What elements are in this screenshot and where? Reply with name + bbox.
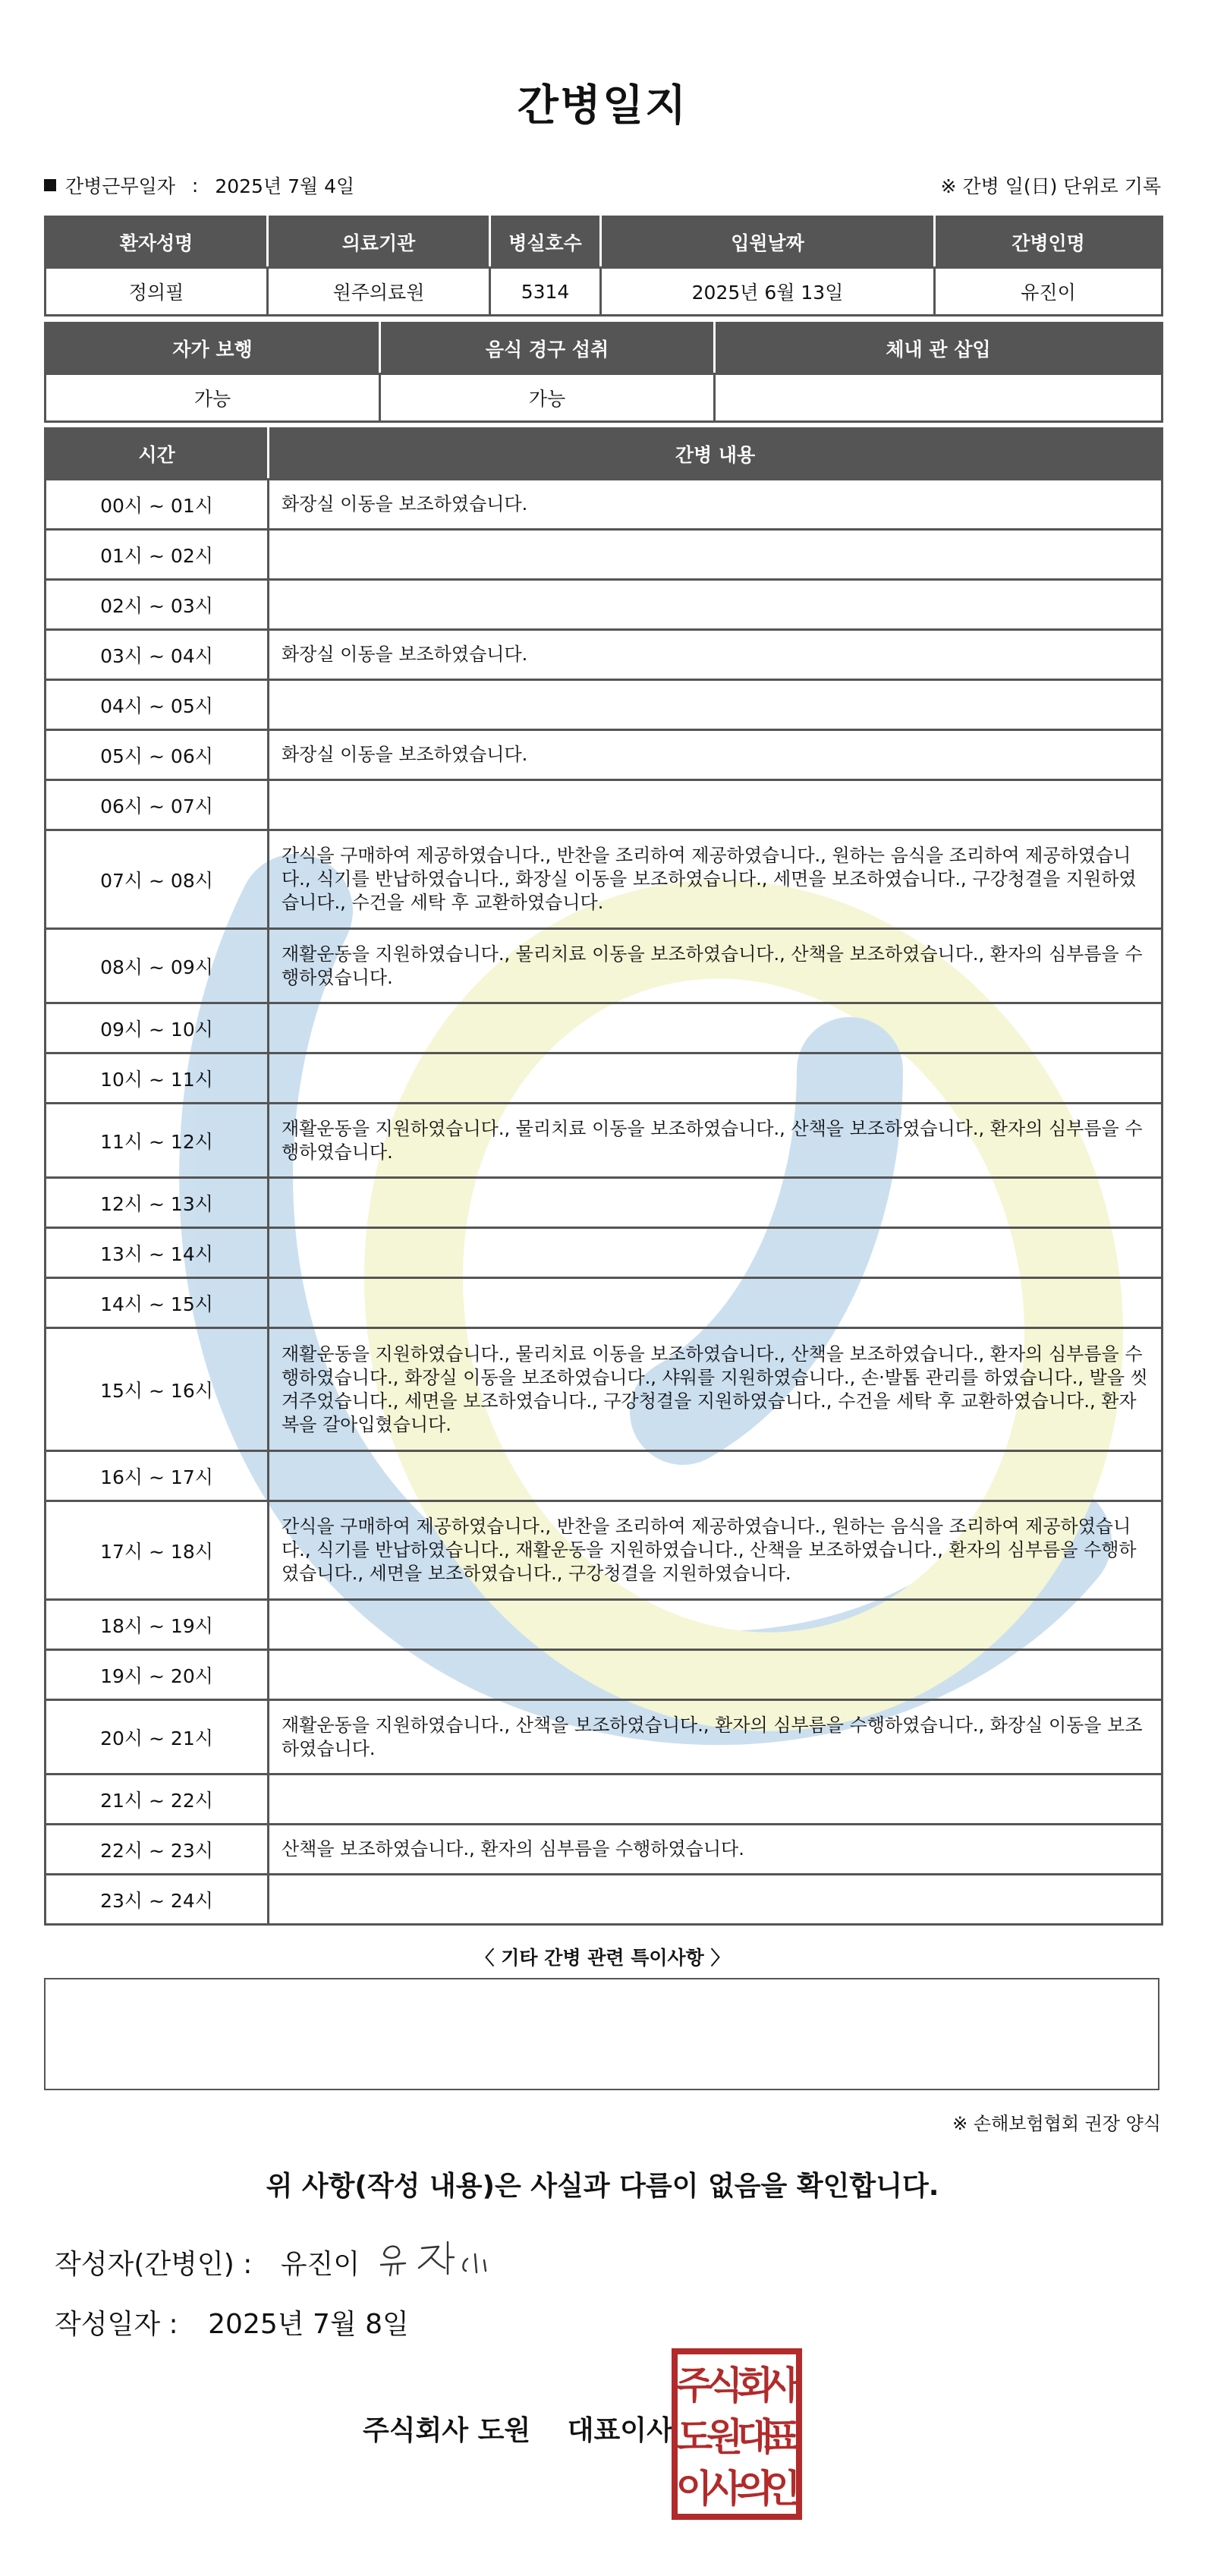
caregiver-name: 유진이 xyxy=(935,268,1163,316)
form-footnote: ※ 손해보험협회 권장 양식 xyxy=(952,2113,1161,2134)
log-row-03 xyxy=(46,630,1163,680)
log-row-22 xyxy=(46,1825,1163,1875)
meta-row xyxy=(44,172,1161,205)
document-title: 간병일지 xyxy=(517,81,688,131)
log-content xyxy=(269,1053,1163,1104)
log-row-18 xyxy=(46,1600,1163,1650)
log-content xyxy=(269,1228,1163,1278)
log-row-05 xyxy=(46,730,1163,780)
log-time: 09시 ~ 10시 xyxy=(46,1003,269,1053)
log-row-16 xyxy=(46,1451,1163,1501)
work-date xyxy=(44,172,354,199)
log-row-19 xyxy=(46,1650,1163,1700)
ability-header-row xyxy=(46,323,1163,374)
log-content: 화장실 이동을 보조하였습니다. xyxy=(269,480,1163,530)
log-content: 재활운동을 지원하였습니다., 물리치료 이동을 보조하였습니다., 산책을 보조하였습니다., 환자의 심부름을 수행하였습니다. xyxy=(269,1104,1163,1178)
log-row-02 xyxy=(46,580,1163,630)
header-oral-intake: 음식 경구 섭취 xyxy=(380,323,715,374)
svg-text:주: 주 xyxy=(675,2363,713,2408)
log-time: 14시 ~ 15시 xyxy=(46,1278,269,1328)
log-row-20 xyxy=(46,1700,1163,1775)
log-content xyxy=(269,1775,1163,1825)
header-self-walking: 자가 보행 xyxy=(46,323,380,374)
log-time: 12시 ~ 13시 xyxy=(46,1178,269,1228)
svg-text:사: 사 xyxy=(706,2467,744,2511)
log-row-12 xyxy=(46,1178,1163,1228)
log-content xyxy=(269,1451,1163,1501)
svg-text:회: 회 xyxy=(736,2363,774,2408)
log-content: 재활운동을 지원하였습니다., 물리치료 이동을 보조하였습니다., 산책을 보조하였습니다., 환자의 심부름을 수행하였습니다., 화장실 이동을 보조하였습니다., 샤워를 지원하였습니다., 손·발톱 관리를 하였습니다., 발을 씻겨주었습니다., 세면을 보조하였습니다., 구강청결을 지원하였습니다., 수건을 세탁 후 교환하였습니다., 환자복을 갈아입혔습니다. xyxy=(269,1328,1163,1451)
company-signature-line xyxy=(363,2409,673,2448)
work-date-separator: : xyxy=(191,174,199,197)
log-row-01 xyxy=(46,530,1163,580)
log-row-21 xyxy=(46,1775,1163,1825)
log-time: 22시 ~ 23시 xyxy=(46,1825,269,1875)
patient-ability-table xyxy=(44,322,1163,423)
log-content: 간식을 구매하여 제공하였습니다., 반찬을 조리하여 제공하였습니다., 원하는 음식을 조리하여 제공하였습니다., 식기를 반납하였습니다., 재활운동을 지원하였습니다., 산책을 보조하였습니다., 환자의 심부름을 수행하였습니다., 세면을 보조하였습니다., 구강청결을 지원하였습니다. xyxy=(269,1501,1163,1600)
log-time: 08시 ~ 09시 xyxy=(46,929,269,1003)
log-row-09 xyxy=(46,1003,1163,1053)
log-time: 19시 ~ 20시 xyxy=(46,1650,269,1700)
log-row-06 xyxy=(46,780,1163,830)
log-content xyxy=(269,1003,1163,1053)
writer-name: 유진이 xyxy=(280,2249,360,2280)
writer-label: 작성자(간병인) : xyxy=(55,2249,253,2280)
log-time: 11시 ~ 12시 xyxy=(46,1104,269,1178)
log-time: 03시 ~ 04시 xyxy=(46,630,269,680)
company-seal-stamp xyxy=(672,2348,802,2520)
hourly-care-log-table xyxy=(44,427,1163,1926)
log-content xyxy=(269,580,1163,630)
writer-line xyxy=(55,2243,360,2282)
company-ceo-title: 대표이사 xyxy=(567,2415,673,2446)
log-content xyxy=(269,530,1163,580)
svg-text:식: 식 xyxy=(706,2363,744,2408)
hospital-name: 원주의료원 xyxy=(268,268,490,316)
log-content xyxy=(269,1278,1163,1328)
log-time: 05시 ~ 06시 xyxy=(46,730,269,780)
log-time: 17시 ~ 18시 xyxy=(46,1501,269,1600)
header-admission-date: 입원날짜 xyxy=(601,217,935,268)
tube-insertion-value xyxy=(715,374,1163,422)
svg-text:표: 표 xyxy=(763,2415,801,2459)
log-row-04 xyxy=(46,680,1163,730)
log-content: 산책을 보조하였습니다., 환자의 심부름을 수행하였습니다. xyxy=(269,1825,1163,1875)
log-content: 간식을 구매하여 제공하였습니다., 반찬을 조리하여 제공하였습니다., 원하는 음식을 조리하여 제공하였습니다., 식기를 반납하였습니다., 화장실 이동을 보조하였습니다., 세면을 보조하였습니다., 구강청결을 지원하였습니다., 수건을 세탁 후 교환하였습니다. xyxy=(269,830,1163,929)
patient-info-value-row xyxy=(46,268,1163,316)
log-time: 23시 ~ 24시 xyxy=(46,1875,269,1925)
log-time: 01시 ~ 02시 xyxy=(46,530,269,580)
log-content xyxy=(269,1650,1163,1700)
log-time: 00시 ~ 01시 xyxy=(46,480,269,530)
work-date-value: 2025년 7월 4일 xyxy=(215,175,355,197)
written-date-line xyxy=(55,2303,409,2341)
self-walking-value: 가능 xyxy=(46,374,380,422)
daily-record-note: ※ 간병 일(日) 단위로 기록 xyxy=(940,175,1161,197)
handwritten-signature xyxy=(378,2231,507,2285)
ability-value-row xyxy=(46,374,1163,422)
log-row-07 xyxy=(46,830,1163,929)
log-row-00 xyxy=(46,480,1163,530)
patient-info-table xyxy=(44,216,1163,316)
log-time: 13시 ~ 14시 xyxy=(46,1228,269,1278)
header-patient-name: 환자성명 xyxy=(46,217,268,268)
log-time: 21시 ~ 22시 xyxy=(46,1775,269,1825)
log-content xyxy=(269,1875,1163,1925)
work-date-label: 간병근무일자 xyxy=(65,175,175,197)
written-date-value: 2025년 7월 8일 xyxy=(208,2309,409,2340)
header-room-number: 병실호수 xyxy=(490,217,601,268)
patient-name: 정의필 xyxy=(46,268,268,316)
svg-text:의: 의 xyxy=(736,2467,774,2511)
admission-date: 2025년 6월 13일 xyxy=(601,268,935,316)
log-content: 재활운동을 지원하였습니다., 물리치료 이동을 보조하였습니다., 산책을 보조하였습니다., 환자의 심부름을 수행하였습니다. xyxy=(269,929,1163,1003)
log-content xyxy=(269,680,1163,730)
log-content: 화장실 이동을 보조하였습니다. xyxy=(269,730,1163,780)
oral-intake-value: 가능 xyxy=(380,374,715,422)
remarks-title: 〈 기타 간병 관련 특이사항 〉 xyxy=(475,1947,730,1969)
svg-text:사: 사 xyxy=(763,2363,801,2408)
remarks-box xyxy=(44,1978,1159,2090)
log-time: 15시 ~ 16시 xyxy=(46,1328,269,1451)
log-time: 16시 ~ 17시 xyxy=(46,1451,269,1501)
log-time: 02시 ~ 03시 xyxy=(46,580,269,630)
square-bullet-icon xyxy=(44,179,56,191)
confirmation-statement: 위 사항(작성 내용)은 사실과 다름이 없음을 확인합니다. xyxy=(266,2171,939,2202)
svg-text:인: 인 xyxy=(763,2467,801,2511)
company-name: 주식회사 도원 xyxy=(363,2415,531,2446)
log-row-23 xyxy=(46,1875,1163,1925)
header-time: 시간 xyxy=(46,429,269,480)
log-time: 07시 ~ 08시 xyxy=(46,830,269,929)
log-row-17 xyxy=(46,1501,1163,1600)
svg-text:원: 원 xyxy=(706,2415,744,2459)
written-date-label: 작성일자 : xyxy=(55,2309,178,2340)
log-header-row xyxy=(46,429,1163,480)
log-time: 10시 ~ 11시 xyxy=(46,1053,269,1104)
log-content: 재활운동을 지원하였습니다., 산책을 보조하였습니다., 환자의 심부름을 수행하였습니다., 화장실 이동을 보조하였습니다. xyxy=(269,1700,1163,1775)
log-row-11 xyxy=(46,1104,1163,1178)
svg-text:도: 도 xyxy=(675,2415,713,2459)
header-hospital: 의료기관 xyxy=(268,217,490,268)
log-content xyxy=(269,1178,1163,1228)
patient-info-header-row xyxy=(46,217,1163,268)
log-time: 04시 ~ 05시 xyxy=(46,680,269,730)
log-row-13 xyxy=(46,1228,1163,1278)
header-caregiver-name: 간병인명 xyxy=(935,217,1163,268)
log-time: 18시 ~ 19시 xyxy=(46,1600,269,1650)
svg-text:이: 이 xyxy=(675,2467,713,2511)
svg-text:대: 대 xyxy=(736,2415,774,2459)
log-content xyxy=(269,780,1163,830)
log-time: 06시 ~ 07시 xyxy=(46,780,269,830)
log-row-08 xyxy=(46,929,1163,1003)
log-row-14 xyxy=(46,1278,1163,1328)
log-content: 화장실 이동을 보조하였습니다. xyxy=(269,630,1163,680)
header-care-content: 간병 내용 xyxy=(269,429,1163,480)
log-time: 20시 ~ 21시 xyxy=(46,1700,269,1775)
header-tube-insertion: 체내 관 삽입 xyxy=(715,323,1163,374)
log-row-10 xyxy=(46,1053,1163,1104)
log-content xyxy=(269,1600,1163,1650)
log-row-15 xyxy=(46,1328,1163,1451)
room-number: 5314 xyxy=(490,268,601,316)
